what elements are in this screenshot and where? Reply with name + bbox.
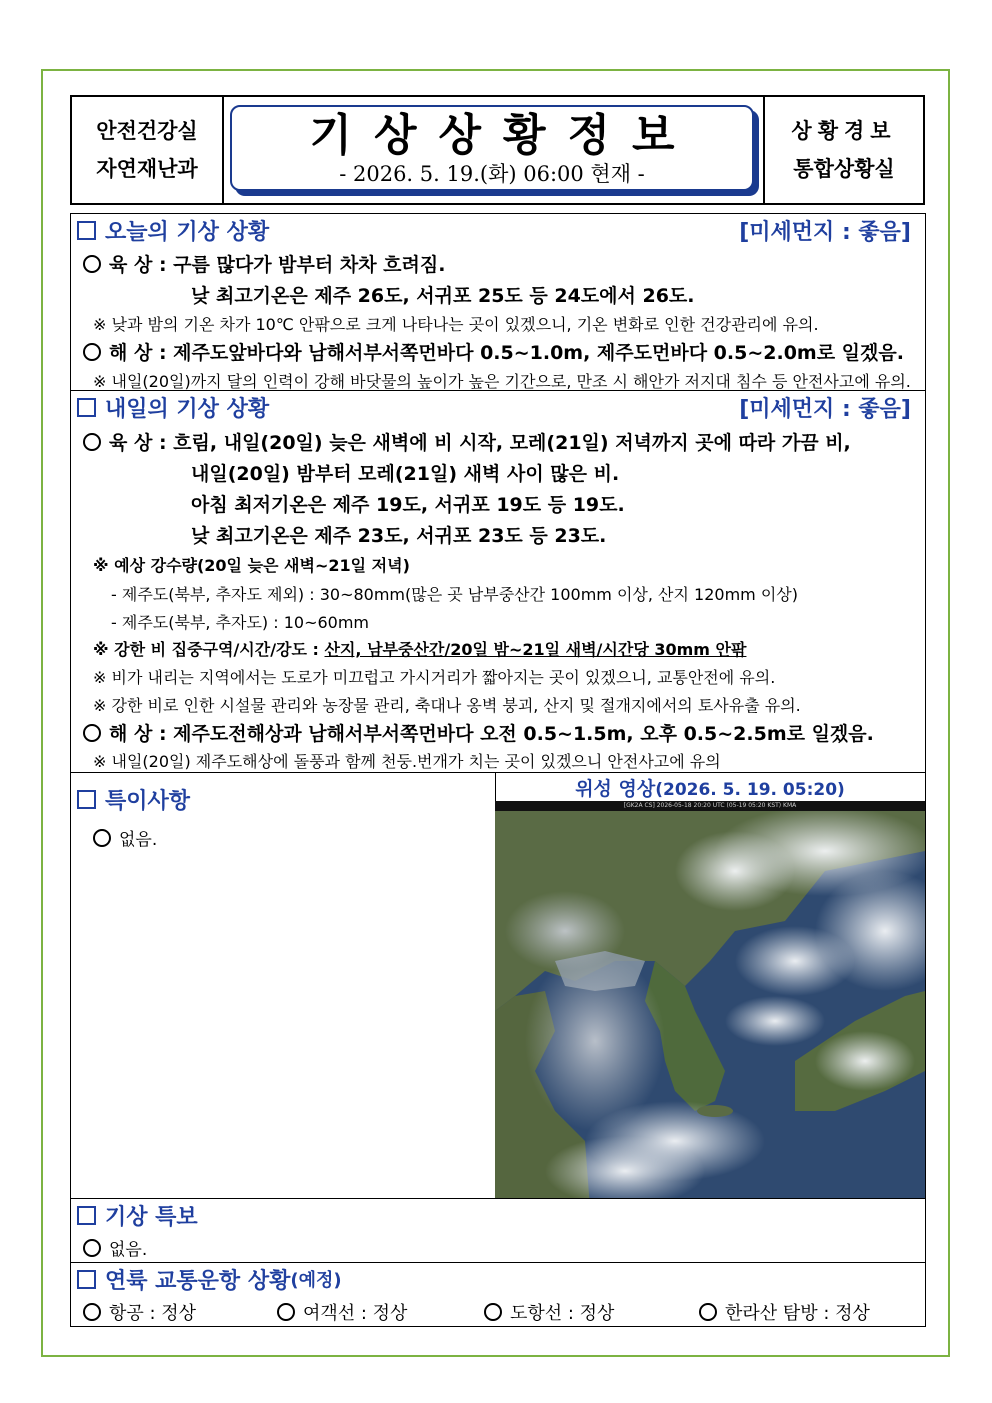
today-land-line2: 낮 최고기온은 제주 26도, 서귀포 25도 등 24도에서 26도. (191, 285, 695, 307)
report-datetime: - 2026. 5. 19.(화) 06:00 현재 - (339, 162, 645, 186)
circle-bullet-icon (277, 1303, 295, 1321)
tomorrow-note3: ※ 내일(20일) 제주도해상에 돌풍과 함께 천둥.번개가 치는 곳이 있겠으니 안전사고에 유의 (93, 752, 721, 771)
issuer-dept: 안전건강실 (96, 119, 198, 143)
today-sea-line: 제주도앞바다와 남해서부서쪽먼바다 0.5~1.0m, 제주도먼바다 0.5~2.0m로 일겠음. (173, 342, 904, 364)
rain-forecast-2: - 제주도(북부, 추자도) : 10~60mm (111, 613, 370, 632)
tomorrow-note1: ※ 비가 내리는 지역에서는 도로가 미끄럽고 가시거리가 짧아지는 곳이 있겠으니, 교통안전에 유의. (93, 668, 776, 687)
satellite-caption: [GK2A CS] 2026-05-18 20:20 UTC (05-19 05:20 KST) KMA (495, 801, 925, 811)
rain-forecast-title: ※ 예상 강수량(20일 늦은 새벽~21일 저녁) (93, 556, 410, 575)
page-title: 기상상황정보 (309, 110, 697, 161)
satellite-label-title: 위성 영상 (575, 778, 656, 800)
traffic-hallasan: 한라산 탐방 : 정상 (725, 1303, 870, 1324)
tomorrow-land-line4: 낮 최고기온은 제주 23도, 서귀포 23도 등 23도. (191, 525, 607, 547)
tomorrow-land-label: 육 상 : (109, 432, 167, 454)
tomorrow-land-line3: 아침 최저기온은 제주 19도, 서귀포 19도 등 19도. (191, 494, 625, 516)
checkbox-square-icon (77, 790, 96, 809)
tomorrow-title: 내일의 기상 상황 (105, 396, 270, 422)
circle-bullet-icon (484, 1303, 502, 1321)
special-item: 없음. (119, 830, 158, 850)
circle-bullet-icon (83, 433, 101, 451)
warning-item: 없음. (109, 1240, 148, 1260)
report-body (70, 213, 926, 1327)
today-note1: ※ 낮과 밤의 기온 차가 10℃ 안팎으로 크게 나타나는 곳이 있겠으니, 기온 변화로 인한 건강관리에 유의. (93, 315, 819, 334)
checkbox-square-icon (77, 1206, 96, 1225)
tomorrow-section (71, 391, 925, 773)
today-note2: ※ 내일(20일)까지 달의 인력이 강해 바닷물의 높이가 높은 기간으로, 만조 시 해안가 저지대 침수 등 안전사고에 유의. (93, 372, 911, 391)
heavy-rain-prefix: ※ 강한 비 집중구역/시간/강도 : (93, 640, 325, 659)
special-section (71, 773, 925, 1199)
issuer-left (72, 97, 224, 203)
tomorrow-note2: ※ 강한 비로 인한 시설물 관리와 농장물 관리, 축대나 옹벽 붕괴, 산지 및 절개지에서의 토사유출 유의. (93, 696, 801, 715)
rain-forecast-1: - 제주도(북부, 추자도 제외) : 30~80mm(많은 곳 남부중산간 100mm 이상, 산지 120mm 이상) (111, 585, 798, 604)
traffic-title: 연륙 교통운항 상황 (105, 1268, 291, 1294)
circle-bullet-icon (83, 255, 101, 273)
today-land-line1: 구름 많다가 밤부터 차차 흐려짐. (173, 254, 446, 276)
circle-bullet-icon (83, 1303, 101, 1321)
issuer-office: 상황경보 (791, 119, 897, 143)
heavy-rain-value: 산지, 남부중산간/20일 밤~21일 새벽/시간당 30mm 안팎 (324, 640, 747, 659)
checkbox-square-icon (77, 398, 96, 417)
tomorrow-sea-line: 제주도전해상과 남해서부서쪽먼바다 오전 0.5~1.5m, 오후 0.5~2.5m로 일겠음. (173, 723, 874, 745)
traffic-island: 도항선 : 정상 (510, 1303, 615, 1324)
circle-bullet-icon (699, 1303, 717, 1321)
tomorrow-sea-label: 해 상 : (109, 723, 167, 745)
circle-bullet-icon (83, 724, 101, 742)
warning-title: 기상 특보 (105, 1204, 198, 1230)
satellite-map (495, 811, 925, 1198)
today-land-label: 육 상 : (109, 254, 167, 276)
today-title: 오늘의 기상 상황 (105, 219, 270, 245)
tomorrow-land-line2: 내일(20일) 밤부터 모레(21일) 새벽 사이 많은 비. (191, 463, 620, 485)
today-section (71, 214, 925, 391)
traffic-ferry: 여객선 : 정상 (303, 1303, 408, 1324)
special-title: 특이사항 (105, 789, 191, 814)
checkbox-square-icon (77, 1270, 96, 1289)
warning-section (71, 1199, 925, 1263)
circle-bullet-icon (83, 1239, 101, 1257)
traffic-section (71, 1263, 925, 1326)
today-sea-label: 해 상 : (109, 342, 167, 364)
traffic-air: 항공 : 정상 (109, 1303, 197, 1324)
document-header (70, 95, 925, 205)
circle-bullet-icon (83, 343, 101, 361)
tomorrow-dust: [미세먼지 : 좋음] (739, 396, 911, 422)
issuer-right (763, 97, 923, 203)
issuer-team: 자연재난과 (96, 157, 198, 181)
circle-bullet-icon (93, 829, 111, 847)
issuer-room: 통합상황실 (793, 157, 895, 181)
title-box (230, 105, 754, 191)
satellite-label-date: (2026. 5. 19. 05:20) (655, 780, 845, 800)
checkbox-square-icon (77, 221, 96, 240)
traffic-title-sub: (예정) (290, 1270, 342, 1291)
tomorrow-land-line1: 흐림, 내일(20일) 늦은 새벽에 비 시작, 모레(21일) 저녁까지 곳에 따라 가끔 비, (173, 432, 851, 454)
today-dust: [미세먼지 : 좋음] (739, 219, 911, 245)
satellite-image (495, 801, 925, 1198)
